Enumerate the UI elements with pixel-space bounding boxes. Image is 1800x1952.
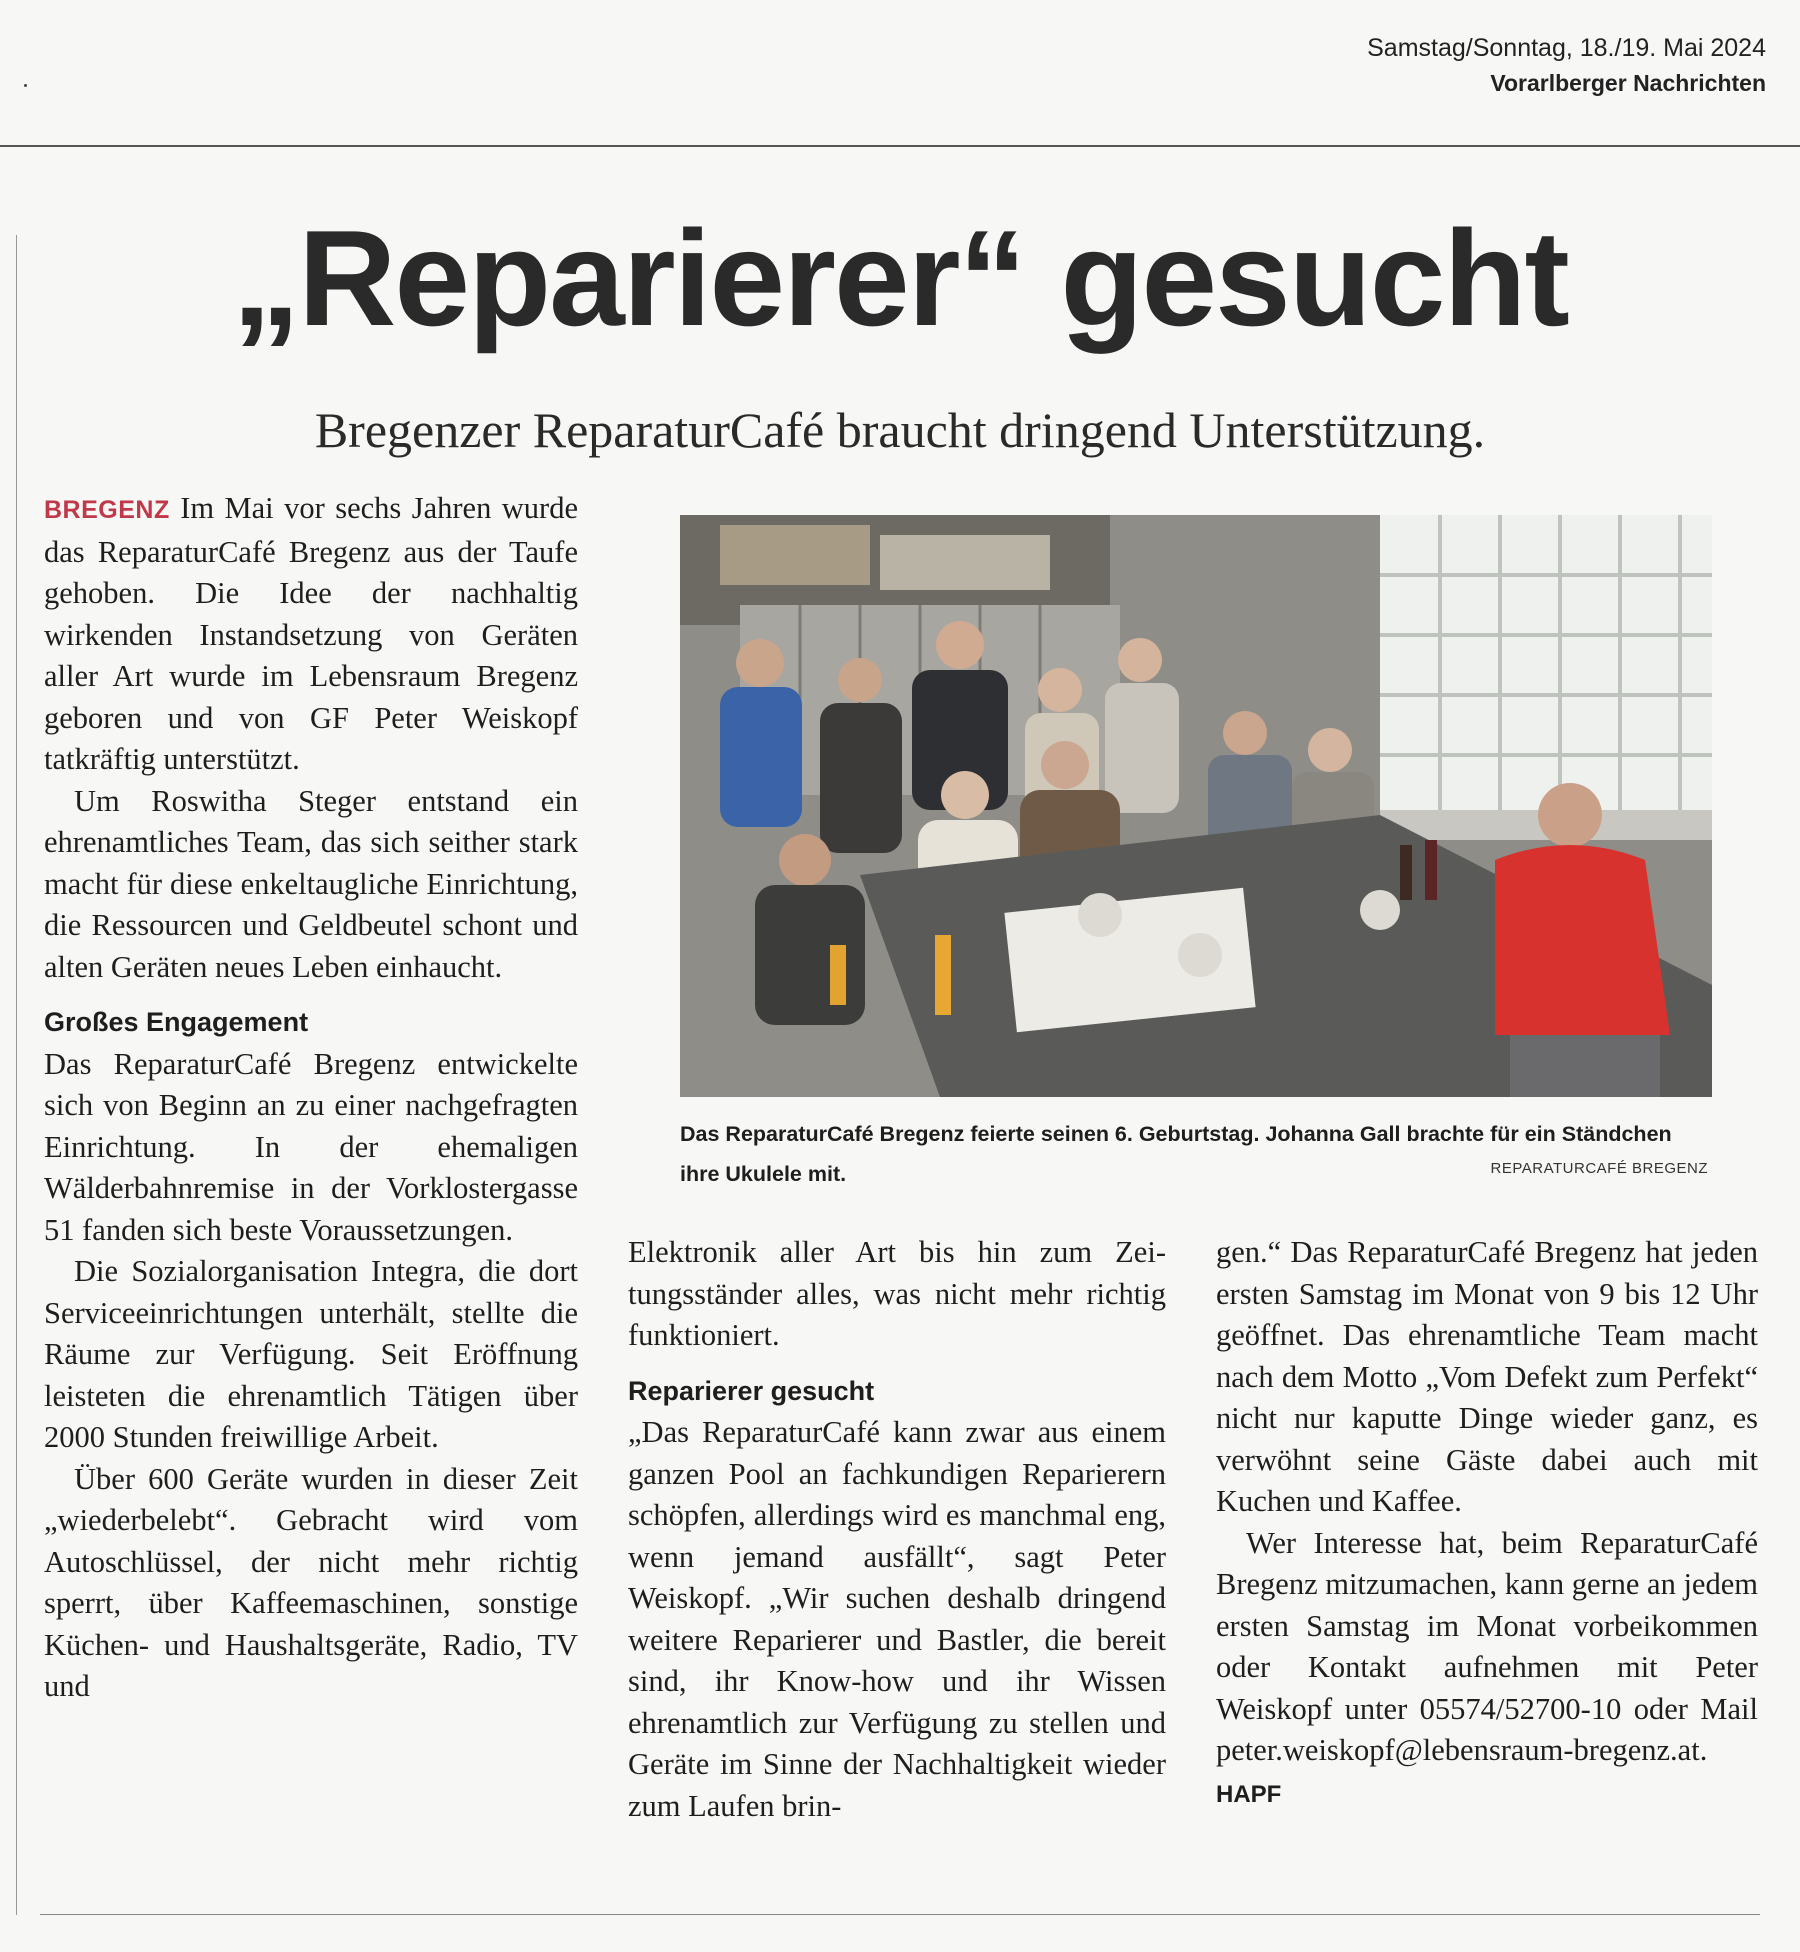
section-heading: Großes Engagement [44, 1007, 309, 1037]
paragraph: gen.“ Das ReparaturCafé Bregenz hat jeden ersten Samstag im Monat von 9 bis 12 Uhr geöffnet. Das ehrenamtliche Team macht nach dem Motto „Vom Defekt zum Perfekt“ nicht nur kaputte Dinge wieder ganz, es verwöhnt seine Gäste dabei auch mit Kuchen und Kaffee. [1216, 1235, 1758, 1518]
author-initials: HAPF [1216, 1780, 1282, 1808]
article-photo [680, 515, 1712, 1097]
margin-line [16, 235, 17, 1915]
paragraph: Die Sozialorganisation Integra, die dort Serviceeinrichtungen unterhält, stellte die Räume zur Verfügung. Seit Eröffnung leisteten die ehrenamtlich Tätigen über 2000 Stunden freiwillige Arbeit. [44, 1254, 578, 1454]
author-line [1216, 1772, 1758, 1816]
photo-credit: REPARATURCAFÉ BREGENZ [1490, 1160, 1708, 1177]
paragraph [44, 488, 578, 781]
paragraph-text: Im Mai vor sechs Jahren wurde das ReparaturCafé Bregenz aus der Taufe gehoben. Die Idee der nachhaltig wirkenden Instandsetzung von Geräten aller Art wurde im Lebensraum Bregenz geboren und von GF Peter Weiskopf tatkräftig unterstützt. [44, 491, 578, 776]
article-column-1 [44, 488, 578, 1708]
photo-caption: Das ReparaturCafé Bregenz feierte seinen 6. Geburtstag. Johanna Gall brachte für ein Ständchen ihre Ukulele mit. [680, 1122, 1672, 1186]
paragraph: Um Roswitha Steger entstand ein ehrenamtliches Team, das sich seither stark macht für diese enkeltaugliche Einrichtung, die Ressourcen und Geldbeutel schont und alten Geräten neues Leben einhaucht. [44, 783, 578, 984]
paragraph: Wer Interesse hat, beim ReparaturCafé Bregenz mitzumachen, kann gerne an jedem ersten Samstag im Monat vorbeikommen oder Kontakt aufnehmen mit Peter Weiskopf unter 05574/52700-10 oder Mail peter.weiskopf@lebensraum-bregenz.at. [1216, 1525, 1758, 1767]
issue-date: Samstag/Sonntag, 18./19. Mai 2024 [1367, 34, 1766, 62]
red-shirt [1495, 845, 1670, 1035]
article-subheadline: Bregenzer ReparaturCafé braucht dringend Unterstützung. [314, 402, 1486, 458]
article-column-2 [628, 1232, 1166, 1827]
scan-speck [24, 84, 27, 87]
article-headline: „Reparierer“ gesucht [232, 202, 1568, 354]
section-heading: Reparierer gesucht [628, 1375, 875, 1406]
footer-rule [40, 1914, 1760, 1915]
paragraph: Über 600 Geräte wurden in dieser Zeit „wiederbelebt“. Gebracht wird vom Autoschlüssel, der nicht mehr richtig sperrt, über Kaffeemaschinen, sonstige Küchen- und Haushaltsgeräte, Radio, TV und [44, 1461, 578, 1703]
dateline: BREGENZ [44, 496, 170, 524]
paragraph: Elektronik aller Art bis hin zum Zeitungsständer alles, was nicht mehr richtig funktioniert. [628, 1235, 1166, 1352]
paragraph: Das ReparaturCafé Bregenz entwickelte sich von Beginn an zu einer nachgefragten Einrichtung. In der ehemaligen Wälderbahnremise in der Vorklostergasse 51 fanden sich beste Voraussetzungen. [44, 1046, 578, 1247]
paragraph: „Das ReparaturCafé kann zwar aus einem ganzen Pool an fachkundigen Reparierern schöpfen, allerdings wird es manchmal eng, wenn jemand ausfällt“, sagt Peter Weiskopf. „Wir suchen deshalb dringend weitere Reparierer und Bastler, die bereit sind, ihr Know-how und ihr Wissen ehrenamtlich zur Verfügung zu stellen und Geräte im Sinne der Nachhaltigkeit wieder zum Laufen brin- [628, 1415, 1166, 1823]
article-column-3 [1216, 1232, 1758, 1815]
newspaper-name: Vorarlberger Nachrichten [1490, 70, 1766, 96]
header-rule [0, 145, 1800, 147]
window [1380, 515, 1712, 815]
photo-illustration [680, 515, 1712, 1097]
